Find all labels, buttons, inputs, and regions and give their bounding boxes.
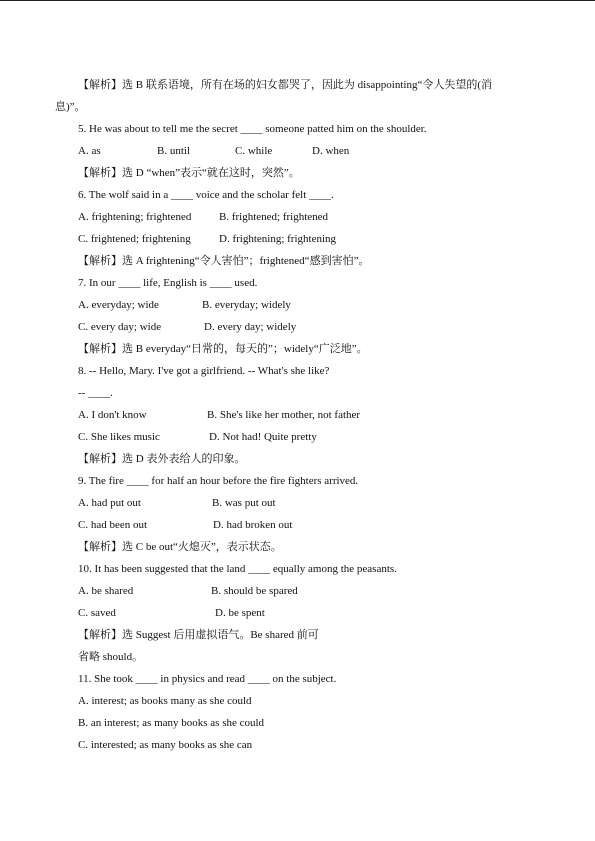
options-row <box>78 144 349 158</box>
option-b: B. frightened; frightened <box>219 211 329 223</box>
explanation-line: 【解析】选 B 联系语境，所有在场的妇女都哭了，因此为 disappointing“令人失望的(消 <box>78 79 493 91</box>
explanation-line: 【解析】选 C be out“火熄灭”，表示状态。 <box>78 541 282 553</box>
explanation-line: 【解析】选 D “when”表示“就在这时，突然”。 <box>78 167 300 179</box>
answer-blank: -- ____. <box>78 387 113 399</box>
option-d: D. be spent <box>215 607 265 619</box>
option-b: B. was put out <box>212 497 276 509</box>
option-d: D. when <box>312 145 350 157</box>
question-6: 6. The wolf said in a ____ voice and the scholar felt ____. <box>78 189 334 201</box>
option-d: D. Not had! Quite pretty <box>209 431 317 443</box>
option-b: B. She's like her mother, not father <box>207 409 361 421</box>
question-9: 9. The fire ____ for half an hour before the fire fighters arrived. <box>78 475 359 487</box>
options-row <box>78 430 317 444</box>
question-10: 10. It has been suggested that the land ____ equally among the peasants. <box>78 563 397 575</box>
explanation-line: 息)”。 <box>55 101 86 113</box>
option-c: C. had been out <box>78 519 148 531</box>
explanation-line: 【解析】选 B everyday“日常的，每天的”；widely“广泛地”。 <box>78 343 368 355</box>
option-a: A. had put out <box>78 497 141 509</box>
question-7: 7. In our ____ life, English is ____ used. <box>78 277 258 289</box>
option-a: A. be shared <box>78 585 134 597</box>
question-8: 8. -- Hello, Mary. I've got a girlfriend. -- What's she like? <box>78 365 330 377</box>
option-a: A. interest; as books many as she could <box>78 695 252 707</box>
option-c: C. every day; wide <box>78 321 162 333</box>
options-row <box>78 408 360 422</box>
options-row <box>78 606 265 620</box>
option-a: A. frightening; frightened <box>78 211 192 223</box>
option-c: C. saved <box>78 607 116 619</box>
options-row <box>78 496 276 510</box>
question-11: 11. She took ____ in physics and read ____ on the subject. <box>78 673 337 685</box>
option-c: C. She likes music <box>78 431 160 443</box>
options-row <box>78 320 296 334</box>
option-a: A. as <box>78 145 101 157</box>
option-b: B. everyday; widely <box>202 299 291 311</box>
option-d: D. frightening; frightening <box>219 233 337 245</box>
options-row <box>78 584 298 598</box>
explanation-line: 省略 should。 <box>78 651 144 663</box>
option-c: C. while <box>235 145 273 157</box>
explanation-line: 【解析】选 D 表外表给人的印象。 <box>78 453 246 465</box>
option-a: A. everyday; wide <box>78 299 159 311</box>
question-5: 5. He was about to tell me the secret ____ someone patted him on the shoulder. <box>78 123 427 135</box>
options-row <box>78 232 336 246</box>
option-d: D. every day; widely <box>204 321 297 333</box>
option-b: B. an interest; as many books as she could <box>78 717 265 729</box>
explanation-line: 【解析】选 A frightening“令人害怕”；frightened“感到害怕”。 <box>78 255 370 267</box>
options-row <box>78 298 291 312</box>
options-row <box>78 518 292 532</box>
explanation-line: 【解析】选 Suggest 后用虚拟语气。Be shared 前可 <box>78 629 319 641</box>
options-row <box>78 210 328 224</box>
option-c: C. frightened; frightening <box>78 233 191 245</box>
option-c: C. interested; as many books as she can <box>78 739 253 751</box>
option-d: D. had broken out <box>213 519 293 531</box>
option-b: B. should be spared <box>211 585 298 597</box>
option-b: B. until <box>157 145 191 157</box>
option-a: A. I don't know <box>78 409 147 421</box>
